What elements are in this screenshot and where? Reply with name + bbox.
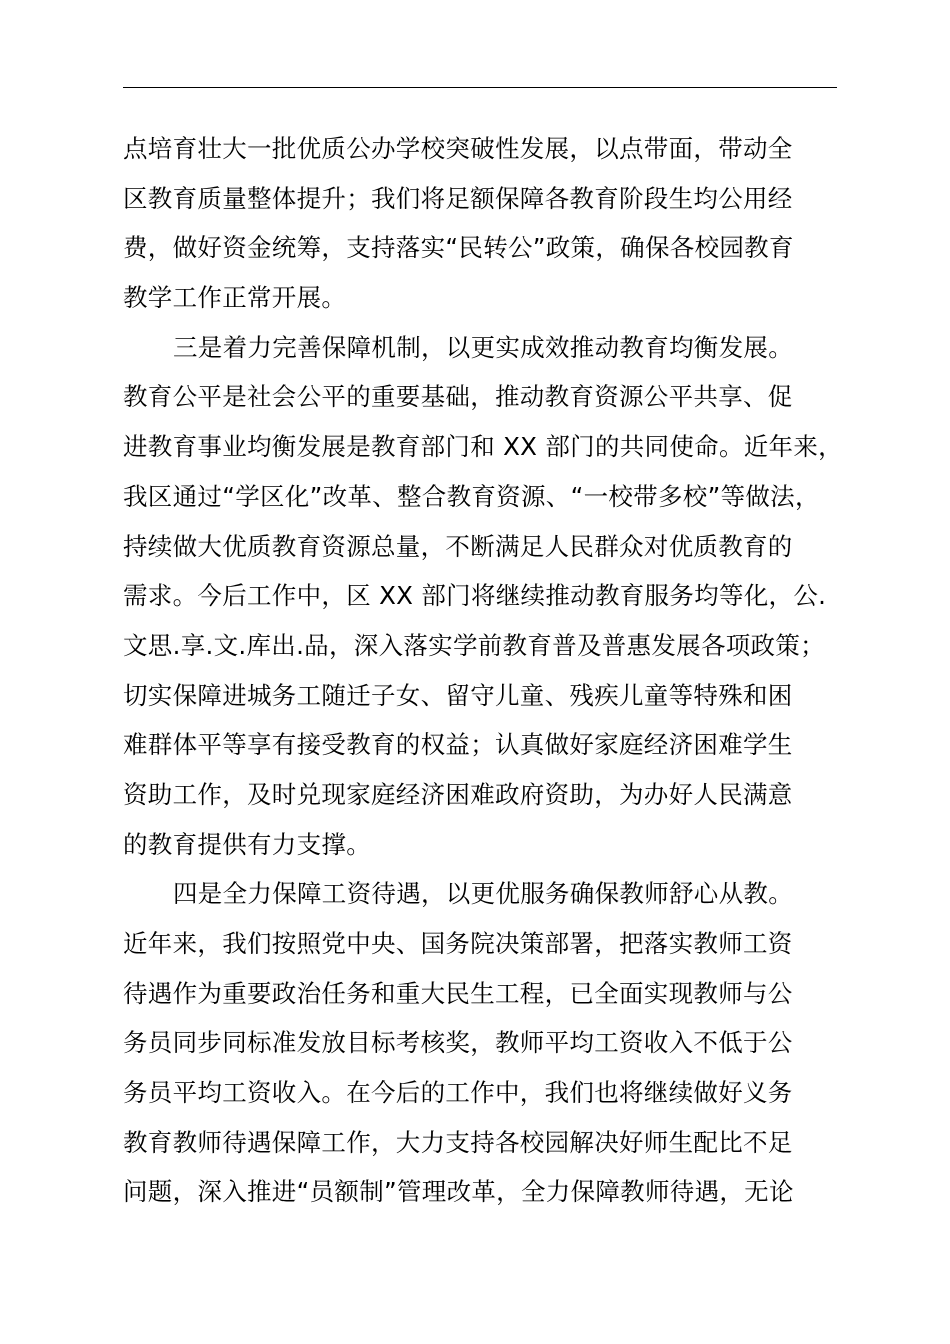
text-line-21: 教育教师待遇保障工作，大力支持各校园解决好师生配比不足 bbox=[123, 1127, 793, 1157]
document-body bbox=[123, 124, 863, 1217]
text-line-22: 问题，深入推进“员额制”管理改革，全力保障教师待遇，无论 bbox=[123, 1177, 794, 1207]
section-heading-4: 四是全力保障工资待遇，以更优服务确保教师舒心从教。 bbox=[173, 879, 793, 909]
text-line-3: 费，做好资金统筹，支持落实“民转公”政策，确保各校园教育 bbox=[123, 233, 794, 263]
section-heading-3: 三是着力完善保障机制，以更实成效推动教育均衡发展。 bbox=[173, 332, 793, 362]
text-line-6: 教育公平是社会公平的重要基础，推动教育资源公平共享、促 bbox=[123, 382, 793, 412]
text-line-12: 切实保障进城务工随迁子女、留守儿童、残疾儿童等特殊和困 bbox=[123, 680, 793, 710]
text-line-8: 我区通过“学区化”改革、整合教育资源、“一校带多校”等做法， bbox=[123, 481, 820, 511]
text-line-7: 进教育事业均衡发展是教育部门和 XX 部门的共同使命。近年来， bbox=[123, 432, 843, 462]
text-line-19: 务员同步同标准发放目标考核奖，教师平均工资收入不低于公 bbox=[123, 1028, 793, 1058]
text-line-10: 需求。今后工作中，区 XX 部门将继续推动教育服务均等化，公. bbox=[123, 581, 827, 611]
text-line-20: 务员平均工资收入。在今后的工作中，我们也将继续做好义务 bbox=[123, 1078, 793, 1108]
text-line-14: 资助工作，及时兑现家庭经济困难政府资助，为办好人民满意 bbox=[123, 779, 793, 809]
text-line-4: 教学工作正常开展。 bbox=[123, 283, 347, 313]
text-line-13: 难群体平等享有接受教育的权益；认真做好家庭经济困难学生 bbox=[123, 730, 793, 760]
text-line-17: 近年来，我们按照党中央、国务院决策部署，把落实教师工资 bbox=[123, 929, 793, 958]
text-line-15: 的教育提供有力支撑。 bbox=[123, 829, 371, 859]
text-line-1: 点培育壮大一批优质公办学校突破性发展，以点带面，带动全 bbox=[123, 134, 793, 163]
text-line-2: 区教育质量整体提升；我们将足额保障各教育阶段生均公用经 bbox=[123, 183, 793, 213]
text-line-18: 待遇作为重要政治任务和重大民生工程，已全面实现教师与公 bbox=[123, 978, 793, 1008]
text-line-9: 持续做大优质教育资源总量，不断满足人民群众对优质教育的 bbox=[123, 531, 793, 561]
text-line-11: 文思.享.文.库出.品，深入落实学前教育普及普惠发展各项政策； bbox=[123, 630, 825, 660]
header-rule bbox=[123, 87, 837, 88]
